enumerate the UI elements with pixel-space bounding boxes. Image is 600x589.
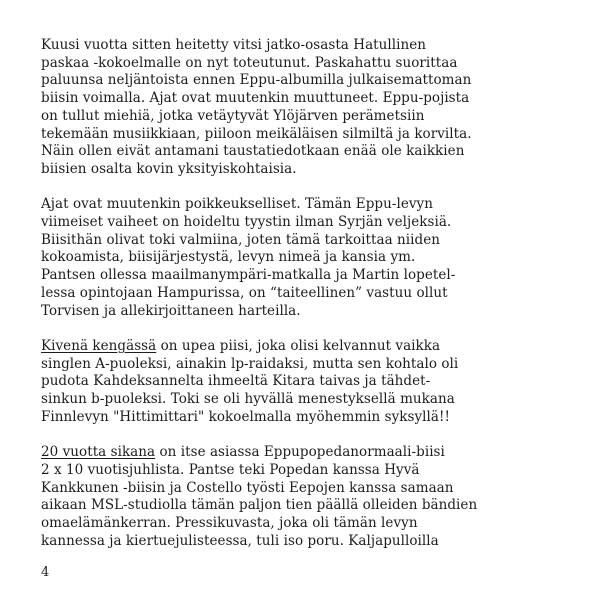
text-line: Finnlevyn "Hittimittari" kokoelmalla myöhemmin syksyllä!! <box>41 408 450 425</box>
text-line: Pantsen ollessa maailmanympäri-matkalla ja Martin lopetel- <box>41 267 456 284</box>
text-line: singlen A-puoleksi, ainakin lp-raidaksi, mutta sen kohtalo oli <box>41 355 459 372</box>
text-line-rest: on itse asiassa Eppupopedanormaali-biisi <box>155 444 445 461</box>
page-number: 4 <box>41 565 50 580</box>
text-line <box>41 444 581 462</box>
text-line: pudota Kahdeksannelta ihmeeltä Kitara taivas ja tähdet- <box>41 373 431 390</box>
paragraph-intro <box>41 37 581 179</box>
text-line: kannessa ja kiertuejulisteessa, tuli iso poru. Kaljapulloilla <box>41 532 439 549</box>
text-line: Kankkunen -biisin ja Costello työsti Eepojen kanssa samaan <box>41 479 454 496</box>
text-line: Kuusi vuotta sitten heitetty vitsi jatko-osasta Hatullinen <box>41 37 427 53</box>
text-line: tekemään musiikkiaan, piiloon meikäläisen silmiltä ja korvilta. <box>41 125 472 142</box>
text-line: 2 x 10 vuotisjuhlista. Pantse teki Popedan kanssa Hyvä <box>41 461 420 478</box>
text-line <box>41 338 581 356</box>
text-line: biisien osalta kovin yksityiskohtaisia. <box>41 160 297 177</box>
paragraph-times <box>41 196 581 320</box>
text-line: Biisithän olivat toki valmiina, joten tämä tarkoittaa niiden <box>41 231 440 248</box>
body-text <box>41 37 581 568</box>
text-line: lessa opintojaan Hampurissa, on “taiteellinen” vastuu ollut <box>41 284 448 301</box>
paragraph-kivena-kengassa <box>41 338 581 427</box>
song-title: 20 vuotta sikana <box>41 444 156 461</box>
text-line: biisin voimalla. Ajat ovat muutenkin muuttuneet. Eppu-pojista <box>41 90 470 107</box>
text-line: sinkun b-puoleksi. Toki se oli hyvällä menestyksellä mukana <box>41 391 455 408</box>
text-line: aikaan MSL-studiolla tämän paljon tien päällä olleiden bändien <box>41 497 478 514</box>
song-title: Kivenä kengässä <box>41 337 157 354</box>
text-line: paluunsa neljäntoista ennen Eppu-albumilla julkaisemattoman <box>41 72 472 89</box>
text-line: viimeiset vaiheet on hoideltu tyystin ilman Syrjän veljeksiä. <box>41 214 452 231</box>
text-line: on tullut miehiä, jotka vetäytyvät Ylöjärven perämetsiin <box>41 107 425 124</box>
text-line: Näin ollen eivät antamani taustatiedotkaan enää ole kaikkien <box>41 143 465 160</box>
text-line: omaelämänkerran. Pressikuvasta, joka oli tämän levyn <box>41 514 418 531</box>
text-line: Ajat ovat muutenkin poikkeukselliset. Tämän Eppu-levyn <box>41 196 433 213</box>
text-line: kokoamista, biisijärjestystä, levyn nimeä ja kansia ym. <box>41 249 416 266</box>
text-line: paskaa -kokoelmalle on nyt toteutunut. Paskahattu suorittaa <box>41 54 458 71</box>
paragraph-20-vuotta-sikana <box>41 444 581 550</box>
text-line-rest: on upea piisi, joka olisi kelvannut vaikka <box>156 337 441 354</box>
text-line: Torvisen ja allekirjoittaneen harteilla. <box>41 302 301 319</box>
